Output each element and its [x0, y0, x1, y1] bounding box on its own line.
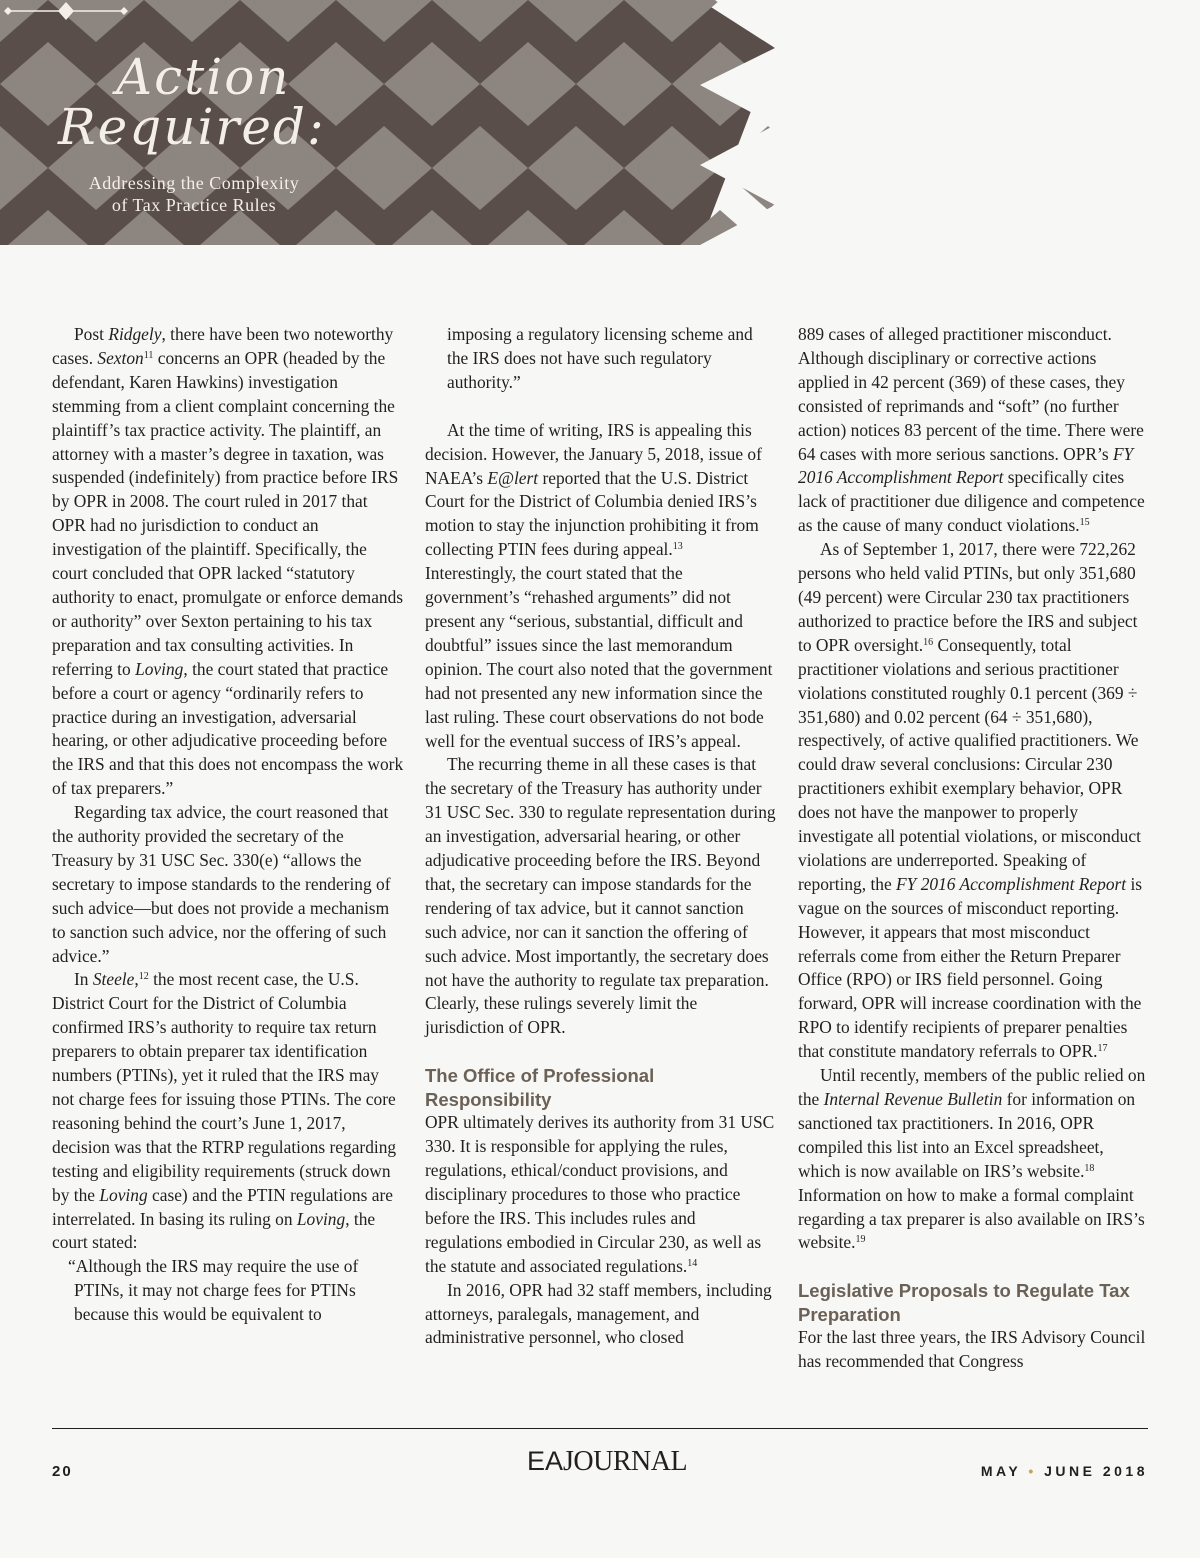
paragraph: Until recently, members of the public relied on the Internal Revenue Bulletin for information on sanctioned tax practitioners. In 2016, OPR compiled this list into an Excel spreadsheet, which is now available on IRS’s website.$^{18}$ Information on how to make a formal complaint regarding a tax preparer is also available on IRS’s website.$^{19}$	[798, 1065, 1146, 1253]
column-1	[52, 323, 404, 1327]
banner-subtitle-line2: of Tax Practice Rules	[111, 195, 277, 215]
footnote-ref: 16	[923, 636, 934, 648]
footer-rule	[52, 1428, 1148, 1429]
block-quote-continued: imposing a regulatory licensing scheme and the IRS does not have such regulatory authority.”	[447, 324, 753, 392]
diamond-ornament-icon	[0, 0, 132, 22]
paragraph: In 2016, OPR had 32 staff members, including attorneys, paralegals, management, and administrative personnel, who closed	[425, 1279, 772, 1348]
header-banner	[0, 0, 775, 245]
paragraph: At the time of writing, IRS is appealing this decision. However, the January 5, 2018, issue of NAEA’s E@lert reported that the U.S. District Court for the District of Columbia denied IRS’s motion to stay the injunction prohibiting it from collecting PTIN fees during appeal.$^{13}$ Interestingly, the court stated that the government’s “rehashed arguments” did not present any “serious, substantial, difficult and doubtful” issues since the last memorandum opinion. The court also noted that the government had not presented any new information since the last ruling. These court observations do not bode well for the eventual success of IRS’s appeal.	[425, 419, 773, 751]
footnote-ref: 11	[143, 349, 154, 361]
paragraph: The recurring theme in all these cases is that the secretary of the Treasury has authority under 31 USC Sec. 330 to regulate representation during an investigation, adversarial hearing, or other adjudicative proceeding before the IRS. Beyond that, the secretary can impose standards for the rendering of tax advice, but it cannot sanction such advice, nor can it sanction the offering of such advice. Most importantly, the secretary does not have the authority to regulate tax preparation. Clearly, these rulings severely limit the jurisdiction of OPR.	[425, 754, 776, 1038]
paragraph: OPR ultimately derives its authority from 31 USC 330. It is responsible for applying the rules, regulations, ethical/conduct provisions, and disciplinary procedures to those who practice before the IRS. This includes rules and regulations embodied in Circular 230, as well as the statute and associated regulations.$^{14}$	[425, 1112, 775, 1276]
footnote-ref: 12	[138, 971, 149, 983]
banner-title	[58, 48, 358, 156]
issue-date: MAY • JUNE 2018	[980, 1463, 1148, 1479]
footnote-ref: 14	[687, 1257, 698, 1269]
paragraph: 889 cases of alleged practitioner misconduct. Although disciplinary or corrective actions applied in 42 percent (369) of these cases, they consisted of reprimands and “soft” (no further action) notices 83 percent of the time. There were 64 cases with more serious sanctions. OPR’s FY 2016 Accomplishment Report specifically cites lack of practitioner due diligence and competence as the cause of many conduct violations.$^{15}$	[798, 324, 1145, 536]
paragraph: Regarding tax advice, the court reasoned that the authority provided the secretary of the Treasury by 31 USC Sec. 330(e) “allows the secretary to impose standards to the rendering of such advice—but does not provide a mechanism to sanction such advice, nor the offering of such advice.”	[52, 802, 391, 966]
paragraph: For the last three years, the IRS Advisory Council has recommended that Congress	[798, 1327, 1146, 1372]
paragraph: Post Ridgely, there have been two noteworthy cases. Sexton$^{11}$ concerns an OPR (headed by the defendant, Karen Hawkins) investigation stemming from a client complaint concerning the plaintiff’s tax practice activity. The plaintiff, an attorney with a master’s degree in taxation, was suspended (indefinitely) from practice before IRS by OPR in 2008. The court ruled in 2017 that OPR had no jurisdiction to conduct an investigation of the plaintiff. Specifically, the court concluded that OPR lacked “statutory authority to enact, promulgate or enforce demands or authority” over Sexton pertaining to his tax preparation and tax consulting activities. In referring to Loving, the court stated that practice before a court or agency “ordinarily refers to practice during an investigation, adversarial hearing, or other adjudicative proceeding before the IRS and that this does not encompass the work of tax preparers.”	[52, 324, 404, 799]
footnote-ref: 19	[855, 1234, 866, 1246]
paragraph: In Steele,$^{12}$ the most recent case, the U.S. District Court for the District of Columbia confirmed IRS’s authority to require tax return preparers to obtain preparer tax identification numbers (PTINs), yet it ruled that the IRS may not charge fees for issuing those PTINs. The core reasoning behind the court’s June 1, 2017, decision was that the RTRP regulations regarding testing and eligibility requirements (struck down by the Loving case) and the PTIN regulations are interrelated. In basing its ruling on Loving, the court stated:	[52, 969, 397, 1253]
footnote-ref: 17	[1097, 1043, 1108, 1055]
ea-journal-logo: EAJOURNAL	[527, 1446, 688, 1477]
block-quote: “Although the IRS may require the use of PTINs, it may not charge fees for PTINs because this would be equivalent to	[68, 1256, 359, 1325]
banner-title-line1: Action	[116, 48, 291, 106]
banner-title-line2: Required:	[58, 98, 326, 156]
footnote-ref: 15	[1079, 517, 1090, 529]
page-number: 20	[52, 1463, 73, 1480]
paragraph: As of September 1, 2017, there were 722,262 persons who held valid PTINs, but only 351,680 (49 percent) were Circular 230 tax practitioners authorized to practice before the IRS and subject to OPR oversight.$^{16}$ Consequently, total practitioner violations and serious practitioner violations constituted roughly 0.1 percent (369 ÷ 351,680) and 0.02 percent (64 ÷ 351,680), respectively, of active qualified practitioners. We could draw several conclusions: Circular 230 practitioners exhibit exemplary behavior, OPR does not have the manpower to properly investigate all potential violations, or misconduct violations are underreported. Speaking of reporting, the FY 2016 Accomplishment Report is vague on the sources of misconduct reporting. However, it appears that most misconduct referrals come from either the Return Preparer Office (RPO) or IRS field personnel. Going forward, OPR will increase coordination with the RPO to identify recipients of preparer penalties that constitute mandatory referrals to OPR.$^{17}$	[798, 539, 1143, 1062]
banner-subtitle-line1: Addressing the Complexity	[88, 173, 300, 193]
section-heading: Legislative Proposals to Regulate Tax Preparation	[798, 1280, 1130, 1325]
banner-subtitle	[60, 172, 328, 216]
section-heading: The Office of Professional Responsibility	[425, 1065, 655, 1110]
footnote-ref: 13	[672, 541, 683, 553]
column-2	[425, 323, 777, 1350]
column-3	[798, 323, 1150, 1374]
footnote-ref: 18	[1084, 1162, 1095, 1174]
